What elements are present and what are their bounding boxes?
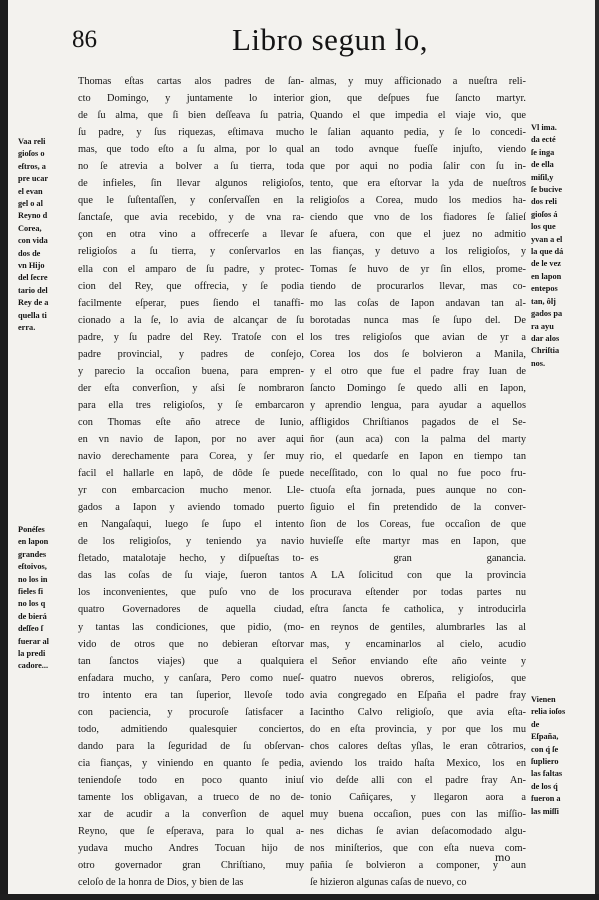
text-line: dar alos <box>531 333 560 343</box>
text-line: do en eſta provincia, y por que los mu <box>310 723 526 735</box>
text-line: ciendo que vno de los fiadores ſe ſalieſ <box>310 212 526 224</box>
page-number: 86 <box>72 26 97 53</box>
text-line: todo, admitiendo qualesquier conciertos, <box>78 723 304 735</box>
text-line: ſu padre, y ſus riquezas, eſtimava mucho <box>78 127 304 139</box>
text-line: cia fianças, y viniendo en quanto ſe pedia, <box>78 757 304 769</box>
text-line: aviendo los traido haſta Mexico, los en <box>310 757 526 769</box>
text-line: pre ucar <box>18 174 49 184</box>
text-line: procurava eſtender por todas partes nu <box>310 587 526 599</box>
scan-border-bottom <box>0 894 599 900</box>
text-line: pañia ſe bolvieron a componer, y aun <box>310 860 526 872</box>
text-line: ſiguio el fin pretendido de la conver- <box>310 502 526 514</box>
text-line: mas, que todo eſto a ſu alma, por lo qual <box>78 144 304 156</box>
text-line: dos reli <box>531 197 557 207</box>
text-line: Corea los dos ſe bolvieron a Manila, <box>310 348 526 360</box>
text-line: eſtra ſancta fe catholica, y introducirla <box>310 604 526 616</box>
text-line: nos. <box>531 358 546 368</box>
text-line: de infieles, ſin llevar algunos religioſos, <box>78 178 304 190</box>
text-line: no los in <box>18 574 48 584</box>
text-line: tan ſanctos viajes) que a qualquiera <box>78 655 304 667</box>
text-line: vido de otros que no debieran eſtorvar <box>78 638 304 650</box>
text-line: y parecio la occaſion buena, para empren- <box>78 365 304 377</box>
catchword: mo <box>495 850 511 864</box>
text-line: facilmente eſperar, pues ſiendo el tanaffi- <box>78 297 304 309</box>
text-line: dos de <box>18 248 41 258</box>
text-line: tento, que era eſtorvar la yda de nueſtros <box>310 178 526 190</box>
text-line: de ſu alma, que ſi bien deſſeava ſu patria, <box>78 110 304 122</box>
text-line: para ella tres religioſos, y ſe embarcaron <box>78 399 304 411</box>
text-line: las fianças, y detuvo a los religioſos, y <box>310 246 526 258</box>
text-line: Reyno, que ſe eſperava, para lo qual a- <box>78 826 304 838</box>
text-line: Tomas ſe huvo de yr ſin ellos, prome- <box>310 263 526 275</box>
text-line: eſtoivos, <box>18 562 47 572</box>
text-line: fuerar al <box>18 636 49 646</box>
text-line: y el otro que fue el padre fray Iuan de <box>310 365 526 377</box>
text-line: affligidos Chriſtianos pagados de el Se- <box>310 416 526 428</box>
text-line: almas, y muy afficionado a nueſtra reli- <box>310 76 526 87</box>
text-line: el evan <box>18 186 43 196</box>
text-line: fieles fi <box>18 587 44 597</box>
text-line: Eſpaña, <box>531 732 559 742</box>
text-line: çon en otra vino a offrecerſe a llevar <box>78 229 304 241</box>
text-line: los tres religioſos que avian de yr a <box>310 331 526 343</box>
text-line: cto Domingo, y juntamente lo interior <box>78 93 304 105</box>
text-line: borotadas nunca mas ſe ſupo del. De <box>310 314 526 326</box>
text-line: cadore... <box>18 661 49 671</box>
text-line: nos miniſterios, que con eſta nueva com- <box>310 843 526 855</box>
text-line: gados pa <box>531 309 563 319</box>
text-line: Vl ima. <box>531 123 557 132</box>
marginal-note-left-2 <box>18 524 70 673</box>
text-line: enfadara mucho, y canſara, Pero como nueſ- <box>78 672 304 684</box>
text-line: de los q́ <box>531 781 558 791</box>
text-line: del ſecre <box>18 273 48 283</box>
text-line: avia congregado en Eſpaña el padre fray <box>310 689 526 701</box>
text-line: la predi <box>18 649 46 659</box>
text-line: A LA ſolicitud con que la provincia <box>310 570 526 582</box>
text-line: los inconvenientes, que puſo vno de los <box>78 587 304 599</box>
text-line: xar de acudir a la converſion de aquel <box>78 809 304 821</box>
text-line: Reyno d <box>18 211 48 221</box>
text-line: mo las coſas de Iapon andavan tan al- <box>310 297 526 309</box>
text-line: facil el hallarle en lapô, de dôde ſe puede <box>78 468 304 480</box>
text-line: fletado, matalotaje hecho, y diſpueſtas to- <box>78 553 304 565</box>
text-line: en vn navio de Iapon, por no aver aqui <box>78 433 304 445</box>
text-line: gioſos o <box>18 149 45 159</box>
text-line: en reynos de gentiles, alumbrarles las al <box>310 621 526 633</box>
text-line: el Señor enviando eſte año veinte y <box>310 655 526 667</box>
text-line: de le vez <box>531 259 561 269</box>
text-line: gioſos á <box>531 209 558 219</box>
text-line: tario del <box>18 285 48 295</box>
text-line: neceſſitado, con lo qual no fue poco fru- <box>310 468 526 480</box>
text-line: las faltas <box>531 769 563 779</box>
text-line: tan, ôlj <box>531 296 556 306</box>
text-line: muy buena occaſion, pues con las miſſio- <box>310 809 526 821</box>
text-line: la que dá <box>531 247 564 257</box>
text-line: ſe inga <box>531 147 555 157</box>
text-line: ſupliero <box>531 757 559 767</box>
scan-border-left <box>0 0 8 900</box>
text-line: ra ayu <box>531 321 554 331</box>
text-line: an todo avnque fueſſe injuſto, viendo <box>310 144 526 156</box>
text-line: yudava mucho Andres Tocuan hijo de <box>78 843 304 855</box>
text-line: Rey de a <box>18 298 49 308</box>
text-line: dando para la ſeguridad de ſu obſervan- <box>78 740 304 752</box>
text-line: gel o al <box>18 199 43 209</box>
text-line: Quando el que impedia el viaje vio, que <box>310 110 526 122</box>
text-line: con Thomas eſte año atrece de Iunio, <box>78 416 304 428</box>
text-line: ſe afuera, con que el juez no admitio <box>310 229 526 241</box>
text-line: otro governador gran Chriſtiano, muy <box>78 860 304 872</box>
text-line: grandes <box>18 549 47 559</box>
text-line: religioſos a Corea, mudo los medios ha- <box>310 195 526 207</box>
text-line: que por aqui no podia ſalir con ſu in- <box>310 161 526 173</box>
text-line: gados a Iapon y aviendo tomado puerto <box>78 502 304 514</box>
text-line: Ponéſes <box>18 525 45 534</box>
text-line: der eſta converſion, y aſsi ſe nombraron <box>78 382 304 394</box>
text-line: chos calores deſtas yſlas, le eran côtrarios, <box>310 740 526 752</box>
text-line: con vida <box>18 236 48 246</box>
text-line: Vaa reli <box>18 137 46 146</box>
marginal-note-right-2 <box>531 694 591 818</box>
text-line: gion, que deſpues fue ſancto martyr. <box>310 93 526 105</box>
text-line: ſanctaſe, que avia recebido, y de vna ra- <box>78 212 304 224</box>
text-line: de bierá <box>18 611 47 621</box>
text-line: Thomas eſtas cartas alos padres de ſan- <box>78 76 304 87</box>
text-column-left <box>78 73 304 891</box>
marginal-note-left-1 <box>18 136 70 335</box>
text-line: huvieſſe eſte martyr mas en Iapon, que <box>310 536 526 548</box>
text-line: le ſalian aquanto pedia, y ſe lo concedi- <box>310 127 526 139</box>
text-line: es gran ganancia. <box>310 553 526 565</box>
text-line: de ella <box>531 160 554 170</box>
text-line: yvan a el <box>531 234 563 244</box>
text-line: quatro Governadores de aquella ciudad, <box>78 604 304 616</box>
text-line: ſion de los Coreas, fue occaſion de que <box>310 519 526 531</box>
text-line: ſe bucive <box>531 185 563 195</box>
text-line: Iacintho Calvo religioſo, que avia eſta- <box>310 706 526 718</box>
text-line: con q́ ſe <box>531 744 559 754</box>
text-line: en lapon <box>18 537 49 547</box>
text-line: con paciencia, y procuroſe ſatisfacer a <box>78 706 304 718</box>
text-line: da ecté <box>531 135 556 145</box>
text-line: navio derechamente para Corea, y ſer muy <box>78 451 304 463</box>
text-line: erra. <box>18 323 36 333</box>
text-line: Vienen <box>531 695 556 704</box>
text-line: fueron a <box>531 794 561 804</box>
text-line: nes dichas ſe avian deſacomodado algu- <box>310 826 526 838</box>
running-head: Libro segun lo, <box>232 22 429 57</box>
scan-border-right <box>595 0 599 900</box>
text-line: padre provincial, y padres de conſejo, <box>78 348 304 360</box>
text-line: celoſo de la honra de Dios, y bien de las <box>78 877 244 889</box>
text-line: de <box>531 719 540 729</box>
text-line: cion del Rey, que offrecia, y ſe podia <box>78 280 304 292</box>
text-line: vn Hijo <box>18 261 45 271</box>
text-line: no ſe atrevia a bolver a ſu tierra, toda <box>78 161 304 173</box>
text-line: y tantas las condiciones, que pidio, (mo- <box>78 621 304 633</box>
text-line: las miſſi <box>531 806 559 816</box>
text-line: no los q <box>18 599 46 609</box>
text-line: yr con embarcacion mucho menor. Lle- <box>78 485 304 497</box>
text-line: ſe hizieron algunas caſas de nuevo, co <box>310 877 467 889</box>
text-column-right <box>310 73 526 891</box>
text-line: eſtros, a <box>18 161 46 171</box>
text-line: entepos <box>531 284 558 294</box>
text-line: tro intento era tan ſuperior, llevoſe todo <box>78 689 304 701</box>
text-line: de los religioſos, y teniendo ya navio <box>78 536 304 548</box>
text-line: mas, y encaminarlos al cielo, acudio <box>310 638 526 650</box>
text-line: cionado a la ſe, lo avia de alcançar de ſu <box>78 314 304 326</box>
text-line: deſſeo ſ <box>18 624 44 634</box>
marginal-note-right-1 <box>531 122 591 370</box>
text-line: tonio Cañiçares, y llegaron aora a <box>310 791 526 803</box>
text-line: en Nangaſaqui, luego ſe ſupo el intento <box>78 519 304 531</box>
text-line: Chriſtia <box>531 346 560 356</box>
text-line: en lapon <box>531 271 562 281</box>
text-line: los que <box>531 222 556 232</box>
text-line: tiendo de procurarlos llevar, mas co- <box>310 280 526 292</box>
text-line: religioſos a ſu tierra, y conſervarlos en <box>78 246 304 258</box>
text-line: quella ti <box>18 310 47 320</box>
text-line: relia ioſos <box>531 707 566 717</box>
text-line: ñor (aun aca) con la palma del marty <box>310 433 526 445</box>
text-line: vio deſde alli con el padre fray An- <box>310 774 526 786</box>
text-line: tamente los obligavan, a trueco de no de- <box>78 791 304 803</box>
text-line: ſancto Domingo ſe quedo alli en Iapon, <box>310 382 526 394</box>
text-line: rio, el quedarſe en Iapon en tiempo tan <box>310 451 526 463</box>
text-line: quatro nuevos obreros, religioſos, que <box>310 672 526 684</box>
text-line: ella con el amparo de ſu padre, y protec- <box>78 263 304 275</box>
text-line: das las coſas de ſu viaje, ſueron tantos <box>78 570 304 582</box>
text-line: teniendoſe todo en poco quanto iniuſ <box>78 774 304 786</box>
text-line: padre, y ſu padre del Rey. Tratoſe con el <box>78 331 304 343</box>
text-line: miſil,y <box>531 172 554 182</box>
text-line: que le ſuſtentaſſen, y conſervaſſen en la <box>78 195 304 207</box>
text-line: Corea, <box>18 223 42 233</box>
text-line: ctuoſa eſta jornada, pues aunque no con- <box>310 485 526 497</box>
text-line: y aprendio lengua, para ayudar a aquellos <box>310 399 526 411</box>
